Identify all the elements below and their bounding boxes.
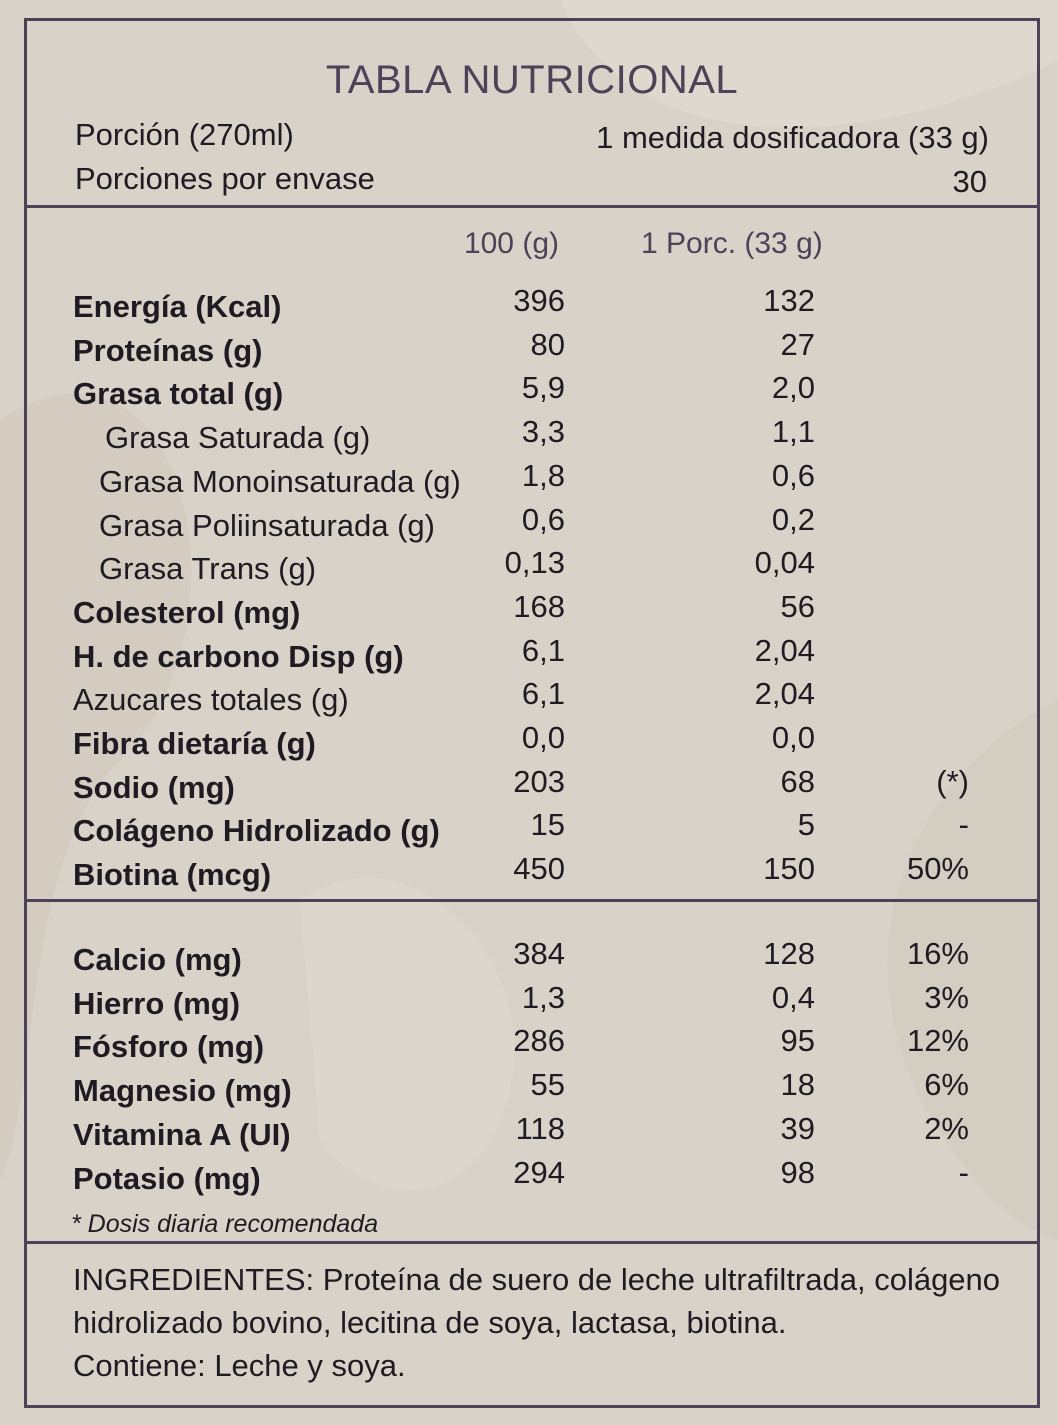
value-per-portion: 0,04: [754, 545, 815, 581]
nutrient-name: Grasa Saturada (g): [105, 420, 371, 456]
nutrient-name: Grasa Poliinsaturada (g): [99, 507, 435, 543]
value-per-portion: 68: [780, 763, 815, 799]
value-per-100g: 6,1: [521, 632, 565, 668]
value-per-100g: 286: [513, 1023, 565, 1059]
page-title: TABLA NUTRICIONAL: [325, 58, 739, 102]
ingredients-text: INGREDIENTES: Proteína de suero de leche ultrafiltrada, colágeno hidrolizado bovino, lecitina de soya, lactasa, biotina.: [73, 1262, 1001, 1340]
nutrient-name: Grasa Trans (g): [99, 551, 317, 587]
servings-per-container-label: Porciones por envase: [75, 161, 375, 196]
nutrient-name: Azucares totales (g): [73, 682, 349, 718]
nutrient-name: Potasio (mg): [73, 1160, 261, 1196]
footnote: * Dosis diaria recomendada: [71, 1210, 379, 1238]
nutrient-name: Calcio (mg): [73, 942, 242, 977]
value-per-portion: 95: [780, 1023, 815, 1059]
value-per-portion: 0,2: [771, 501, 815, 537]
value-per-portion: 1,1: [771, 414, 815, 450]
value-per-portion: 2,04: [754, 676, 815, 712]
value-per-portion: 0,4: [771, 979, 815, 1015]
column-header-portion: 1 Porc. (33 g): [641, 227, 823, 260]
nutrient-name: Colesterol (mg): [73, 594, 301, 630]
value-per-portion: 150: [763, 851, 815, 887]
value-per-portion: 128: [763, 936, 815, 971]
nutrient-name: Proteínas (g): [73, 332, 263, 368]
divider: [27, 899, 1037, 902]
value-per-100g: 3,3: [521, 414, 565, 450]
daily-value: 50%: [906, 851, 969, 887]
allergen-statement: Contiene: Leche y soya.: [73, 1348, 406, 1383]
value-per-100g: 0,6: [521, 501, 565, 537]
divider: [27, 205, 1037, 208]
divider: [27, 1241, 1037, 1244]
daily-value: -: [958, 1154, 969, 1190]
value-per-100g: 450: [513, 851, 565, 887]
daily-value: 3%: [924, 979, 969, 1015]
value-per-100g: 1,3: [521, 979, 565, 1015]
value-per-portion: 39: [780, 1110, 815, 1146]
column-header-100g: 100 (g): [463, 227, 559, 260]
nutrient-name: Fósforo (mg): [73, 1029, 265, 1065]
value-per-100g: 294: [513, 1154, 565, 1190]
value-per-100g: 5,9: [521, 370, 565, 406]
value-per-portion: 2,0: [771, 370, 815, 406]
value-per-portion: 98: [780, 1154, 815, 1190]
value-per-portion: 56: [780, 588, 815, 624]
nutrient-name: Sodio (mg): [73, 769, 235, 805]
daily-value: -: [958, 807, 969, 843]
nutrient-name: Vitamina A (UI): [73, 1116, 291, 1152]
ingredients: [73, 1258, 1043, 1387]
nutrient-name: Grasa Monoinsaturada (g): [99, 463, 461, 499]
nutrient-name: Magnesio (mg): [73, 1073, 292, 1109]
value-per-100g: 118: [515, 1110, 565, 1146]
value-per-portion: 2,04: [754, 632, 815, 668]
nutrient-name: H. de carbono Disp (g): [73, 638, 404, 674]
value-per-portion: 18: [780, 1067, 815, 1103]
daily-value: (*): [936, 763, 969, 799]
serving-label: Porción (270ml): [75, 117, 294, 152]
value-per-portion: 5: [797, 807, 815, 843]
value-per-100g: 0,13: [504, 545, 565, 581]
daily-value: 16%: [906, 936, 969, 971]
value-per-portion: 0,0: [771, 720, 815, 755]
nutrition-panel: [24, 18, 1040, 1408]
value-per-portion: 27: [780, 326, 815, 362]
value-per-portion: 0,6: [771, 457, 815, 493]
value-per-100g: 1,8: [521, 457, 565, 493]
nutrient-name: Hierro (mg): [73, 985, 241, 1021]
value-per-portion: 132: [763, 283, 815, 318]
nutrient-name: Fibra dietaría (g): [73, 726, 316, 761]
value-per-100g: 15: [530, 807, 565, 843]
value-per-100g: 0,0: [521, 720, 565, 755]
nutrient-name: Energía (Kcal): [73, 289, 282, 324]
value-per-100g: 6,1: [521, 676, 565, 712]
nutrient-name: Grasa total (g): [73, 376, 284, 412]
value-per-100g: 80: [530, 326, 565, 362]
servings-per-container-value: 30: [952, 164, 987, 199]
value-per-100g: 168: [513, 588, 565, 624]
daily-value: 12%: [906, 1023, 969, 1059]
value-per-100g: 396: [513, 283, 565, 318]
daily-value: 2%: [924, 1110, 969, 1146]
nutrient-name: Biotina (mcg): [73, 857, 272, 893]
nutrient-name: Colágeno Hidrolizado (g): [73, 813, 440, 849]
value-per-100g: 203: [513, 763, 565, 799]
daily-value: 6%: [924, 1067, 969, 1103]
serving-value: 1 medida dosificadora (33 g): [596, 120, 989, 155]
value-per-100g: 55: [530, 1067, 565, 1103]
value-per-100g: 384: [513, 936, 565, 971]
